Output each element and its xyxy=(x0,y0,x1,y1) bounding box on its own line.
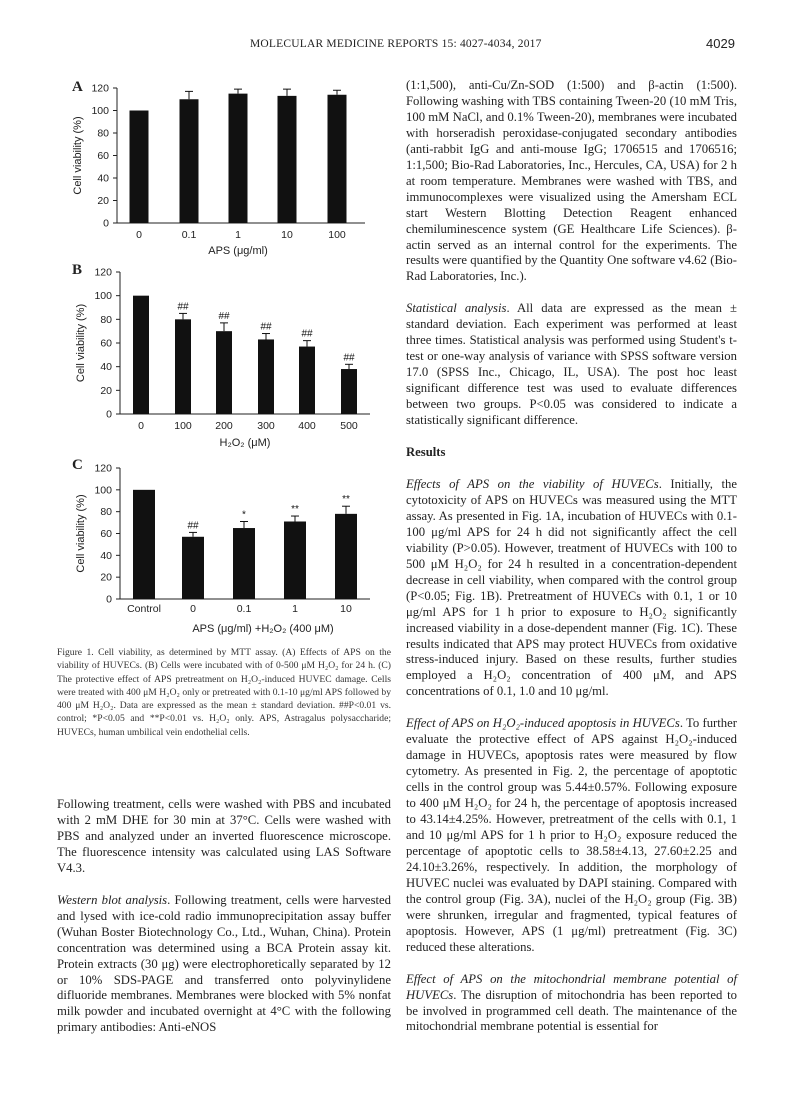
y-tick-label: 40 xyxy=(100,361,112,374)
y-tick-label: 100 xyxy=(91,105,109,117)
bar xyxy=(216,331,232,414)
y-tick-label: 40 xyxy=(100,549,112,562)
x-tick-label: 300 xyxy=(257,420,275,432)
bar xyxy=(341,369,357,414)
x-tick-label: 0.1 xyxy=(181,229,197,241)
chart-panel-b xyxy=(60,262,370,454)
y-tick-label: 120 xyxy=(94,462,112,475)
right-paragraph-1: (1:1,500), anti-Cu/Zn-SOD (1:500) and β-actin (1:500). Following washing with TBS containing Tween-20 (10 mM Tris, 100 mM NaCl, and 0.1% Tween-20), membranes were incubated with horseradish peroxidase-conjugated secondary antibodies (anti-rabbit IgG and anti-mouse IgG; 1706515 and 1706516; 1:1,500; Bio-Rad Laboratories, Inc., Hercules, CA, USA) for 2 h at room temperature. Membranes were washed with TBS, and immunocomplexes were visualized using the Amersham ECL start Western Blotting Detection Reagent enhanced chemiluminescence system (GE Healthcare Life Sciences). β-actin served as an internal control for the experiments. The results were quantified by the Quantity One software v4.62 (Bio-Rad Laboratories, Inc.). xyxy=(406,78,737,284)
y-tick-label: 120 xyxy=(94,266,112,279)
bar xyxy=(335,514,357,599)
x-tick-label: 10 xyxy=(281,229,293,241)
significance-marker: ## xyxy=(177,301,189,313)
y-axis-label: Cell viability (%) xyxy=(75,494,87,573)
y-tick-label: 120 xyxy=(91,82,109,95)
y-tick-label: 40 xyxy=(97,172,109,185)
results-heading: Results xyxy=(406,445,446,460)
y-tick-label: 20 xyxy=(100,384,112,397)
y-tick-label: 100 xyxy=(94,484,112,497)
y-tick-label: 0 xyxy=(106,408,112,421)
x-axis-label: APS (μg/ml) xyxy=(208,245,268,257)
right-paragraph-5: Effect of APS on the mitochondrial membrane potential of HUVECs. The disruption of mitochondria has been reported to be involved in programmed cell death. The maintenance of the mitochondrial membrane potential is essential for xyxy=(406,971,737,1034)
panel-label-b: B xyxy=(72,262,83,278)
y-tick-label: 0 xyxy=(106,593,112,606)
x-tick-label: 100 xyxy=(328,229,346,241)
panel-label-a: A xyxy=(72,79,83,95)
x-tick-label: 0.1 xyxy=(236,603,252,615)
x-tick-label: 100 xyxy=(174,420,192,432)
significance-marker: * xyxy=(242,509,246,521)
chart-panel-a xyxy=(60,76,370,261)
bar xyxy=(130,111,149,224)
left-paragraph-1: Following treatment, cells were washed with PBS and incubated with 2 mM DHE for 30 min at 37°C. Cells were washed with PBS and analyzed under an inverted fluorescence microscope. The fluorescence intensity was calculated using LAS Software V4.3. xyxy=(57,797,391,875)
y-tick-label: 80 xyxy=(97,127,109,140)
y-tick-label: 20 xyxy=(100,571,112,584)
y-tick-label: 100 xyxy=(94,290,112,303)
y-tick-label: 0 xyxy=(103,217,109,230)
y-tick-label: 60 xyxy=(100,337,112,350)
y-axis-label: Cell viability (%) xyxy=(75,303,87,383)
significance-marker: ## xyxy=(343,352,355,364)
bar xyxy=(299,347,315,414)
significance-marker: ** xyxy=(291,504,299,516)
significance-marker: ## xyxy=(218,310,230,322)
bar xyxy=(133,490,155,599)
x-tick-label: 10 xyxy=(340,603,352,615)
x-tick-label: 0 xyxy=(136,229,142,241)
x-axis-label: APS (μg/ml) +H₂O₂ (400 μM) xyxy=(192,623,334,635)
x-tick-label: 200 xyxy=(215,420,233,432)
bar xyxy=(284,521,306,599)
mitochondria-heading: Effect of APS on the mitochondrial membrane potential of HUVECs xyxy=(406,971,737,1002)
page-number: 4029 xyxy=(706,36,735,51)
right-paragraph-3: Effects of APS on the viability of HUVECs. Initially, the cytotoxicity of APS on HUVECs was measured using the MTT assay. As presented in Fig. 1A, incubation of HUVECs with 0.1-100 μg/ml APS for 24 h did not significantly affect the cell viability (P>0.05). However, treatment of HUVECs with 100 to 500 μM H₂O₂ for 24 h resulted in a concentration-dependent decrease in cell viability, when compared with the control group (P<0.05; Fig. 1B). Pretreatment of HUVECs with 0.1, 1 or 10 μg/ml APS for 1 h prior to exposure to H₂O₂ significantly increased viability in a dose-dependent manner (Fig. 1C). These results indicated that APS may protect HUVECs from oxidative stress-induced injury. Based on these results, further studies employed a H₂O₂ concentration of 400 μM, and APS concentrations of 0.1, 1.0 and 10 μg/ml. xyxy=(406,476,737,699)
bar xyxy=(258,339,274,414)
viability-heading: Effects of APS on the viability of HUVECs xyxy=(406,476,659,491)
x-tick-label: 500 xyxy=(340,420,358,432)
bar xyxy=(175,319,191,414)
x-tick-label: 0 xyxy=(190,603,196,615)
right-paragraph-4: Effect of APS on H₂O₂-induced apoptosis in HUVECs. To further evaluate the protective effect of APS against H₂O₂-induced damage in HUVECs, apoptosis rates were measured by flow cytometry. As presented in Fig. 2, the percentage of apoptotic cells in the control group was 5.44±0.57%. Following exposure to 400 μM H₂O₂ for 24 h, the percentage of apoptosis increased to 43.14±4.25%. However, pretreatment of the cells with 0.1, 1 and 10 μg/ml APS for 1 h prior to H₂O₂ exposure reduced the percentage of apoptotic cells to 38.58±4.13, 27.60±2.25 and 24.10±3.26%, respectively. In addition, the morphology of HUVEC nuclei was evaluated by DAPI staining. Compared with the control group (Fig. 3A), nuclei of the H₂O₂ group (Fig. 3B) were shrunken, irregular and fragmented, typical features of apoptosis. However, APS (1 μg/ml) pretreatment (Fig. 3C) reduced these alterations. xyxy=(406,716,738,954)
right-paragraph-2: Statistical analysis. All data are expressed as the mean ± standard deviation. Each experiment was performed at least three times. Statistical analysis was performed using Student's t-test or one-way analysis of variance with SPSS software version 17.0 (SPSS Inc., Chicago, IL, USA). The post hoc least significant difference test was used to evaluate differences between two groups. P<0.05 was considered to indicate a statistically significant difference. xyxy=(406,301,737,428)
y-tick-label: 60 xyxy=(97,150,109,162)
x-tick-label: Control xyxy=(127,603,161,615)
x-tick-label: 400 xyxy=(298,420,316,432)
bar xyxy=(133,296,149,414)
x-tick-label: 1 xyxy=(292,603,298,615)
significance-marker: ## xyxy=(187,520,199,532)
x-tick-label: 0 xyxy=(138,420,144,432)
y-tick-label: 20 xyxy=(97,195,109,207)
significance-marker: ## xyxy=(260,321,272,333)
bar xyxy=(328,95,347,223)
bar xyxy=(233,528,255,599)
y-tick-label: 80 xyxy=(100,506,112,519)
left-column xyxy=(57,797,391,1036)
x-tick-label: 1 xyxy=(235,229,241,241)
bar xyxy=(229,94,248,223)
apoptosis-heading: Effect of APS on H₂O₂-induced apoptosis in HUVECs xyxy=(406,716,680,731)
y-tick-label: 80 xyxy=(100,313,112,326)
bar xyxy=(182,537,204,599)
right-column xyxy=(406,78,737,1035)
bar xyxy=(278,96,297,223)
y-axis-label: Cell viability (%) xyxy=(72,116,84,195)
chart-panel-c xyxy=(60,456,370,642)
statistical-analysis-heading: Statistical analysis xyxy=(406,301,507,316)
x-axis-label: H₂O₂ (μM) xyxy=(219,437,271,449)
figure-caption: Figure 1. Cell viability, as determined by MTT assay. (A) Effects of APS on the viability of HUVECs. (B) Cells were incubated with of 0-500 μM H₂O₂ for 24 h. (C) The protective effect of APS pretreatment on H₂O₂-induced HUVEC damage. Cells were treated with 400 μM H₂O₂ only or pretreated with 0.1-10 μg/ml APS followed by 400 μM H₂O₂. Data are expressed as the mean ± standard deviation. ##P<0.01 vs. control; *P<0.05 and **P<0.01 vs. H₂O₂ only. APS, Astragalus polysaccharide; HUVECs, human umbilical vein endothelial cells. xyxy=(57,647,391,738)
significance-marker: ** xyxy=(342,494,350,506)
journal-header: MOLECULAR MEDICINE REPORTS 15: 4027-4034, 2017 xyxy=(250,38,542,50)
panel-label-c: C xyxy=(72,457,83,473)
western-blot-heading: Western blot analysis xyxy=(57,892,168,907)
y-tick-label: 60 xyxy=(100,528,112,540)
left-paragraph-2: Western blot analysis. Following treatment, cells were harvested and lysed with ice-cold radio immunoprecipitation assay buffer (Wuhan Boster Biotechnology Co., Ltd., Wuhan, China). Protein concentration was determined using a BCA Protein assay kit. Protein extracts (30 μg) were electrophoretically separated by 12 or 10% SDS-PAGE and transferred onto polyvinylidene difluoride membranes. Membranes were blocked with 5% nonfat milk powder and incubated overnight at 4°C with the following primary antibodies: Anti-eNOS xyxy=(57,892,392,1035)
significance-marker: ## xyxy=(301,328,313,340)
bar xyxy=(180,99,199,223)
running-header xyxy=(0,38,794,54)
